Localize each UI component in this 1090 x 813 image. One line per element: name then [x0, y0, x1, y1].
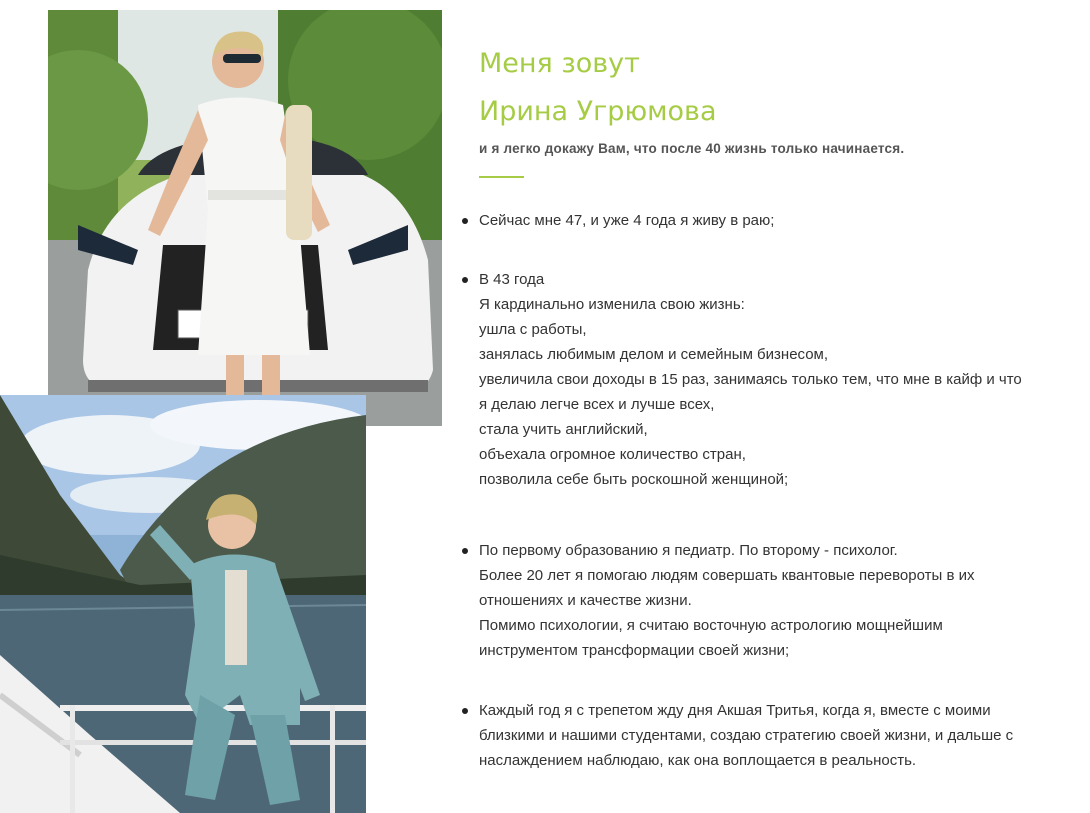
fact-line: позволила себе быть роскошной женщиной;	[479, 471, 789, 488]
fact-line: Я кардинально изменила свою жизнь:	[479, 296, 745, 313]
bullet-icon	[462, 218, 468, 224]
fact-line: близкими и нашими студентами, создаю стратегию своей жизни, и дальше с	[479, 727, 1014, 744]
fact-line: Каждый год я с трепетом жду дня Акшая Тритья, когда я, вместе с моими	[479, 702, 991, 719]
page-title	[479, 40, 1079, 136]
fact-line: наслаждением наблюдаю, как она воплощается в реальность.	[479, 752, 917, 769]
accent-divider	[479, 176, 524, 178]
fact-line: ушла с работы,	[479, 321, 587, 338]
fact-line: объехала огромное количество стран,	[479, 446, 746, 463]
bullet-icon	[462, 708, 468, 714]
fact-line: инструментом трансформации своей жизни;	[479, 642, 790, 659]
fact-line: я делаю легче всех и лучше всех,	[479, 396, 715, 413]
list-item	[462, 538, 1072, 663]
bullet-icon	[462, 277, 468, 283]
fact-line: Помимо психологии, я считаю восточную астрологию мощнейшим	[479, 617, 943, 634]
title-line-1: Меня зовут	[479, 48, 640, 79]
fact-line: стала учить английский,	[479, 421, 648, 438]
fact-line: увеличила свои доходы в 15 раз, занимаясь только тем, что мне в кайф и что	[479, 371, 1022, 388]
title-name: Ирина Угрюмова	[479, 96, 717, 127]
fact-line: По первому образованию я педиатр. По второму - психолог.	[479, 542, 898, 559]
photo-woman-with-car	[48, 10, 442, 426]
fact-line: Сейчас мне 47, и уже 4 года я живу в раю;	[479, 212, 775, 229]
fact-line: отношениях и качестве жизни.	[479, 592, 692, 609]
bullet-icon	[462, 548, 468, 554]
list-item	[462, 208, 1072, 233]
fact-line: занялась любимым делом и семейным бизнесом,	[479, 346, 829, 363]
fact-line: Более 20 лет я помогаю людям совершать квантовые перевороты в их	[479, 567, 975, 584]
photo-woman-on-boat-fjord	[0, 395, 366, 813]
list-item	[462, 698, 1072, 773]
facts-list	[462, 208, 1072, 773]
bio-header	[479, 40, 1079, 178]
list-item	[462, 267, 1072, 492]
fact-line: В 43 года	[479, 271, 545, 288]
tagline: и я легко докажу Вам, что после 40 жизнь только начинается.	[479, 141, 905, 156]
